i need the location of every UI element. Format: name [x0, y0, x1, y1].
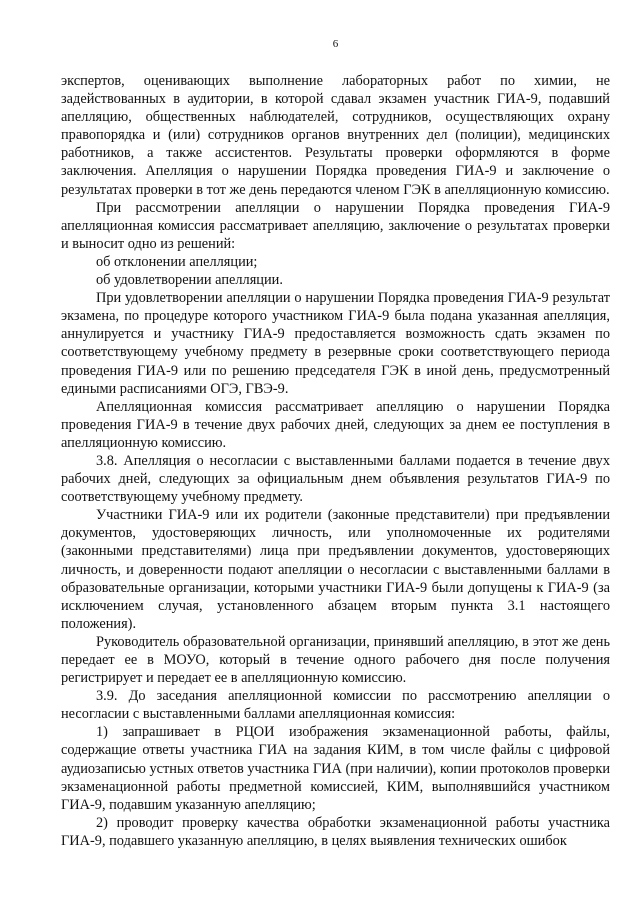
paragraph-participants-submit: Участники ГИА-9 или их родители (законные представители) при предъявлении документов, удостоверяющих личность, или уполномоченные их родителями (законными представителями) лица при предъявлении документов, удостоверяющих личность, и доверенности подают апелляции о несогласии с выставленными баллами в образовательные организации, которыми участники ГИА-9 были допущены к ГИА-9 (за исключением случая, установленного абзацем вторым пункта 3.1 настоящего положения). [61, 507, 610, 632]
paragraph-commission-review: При рассмотрении апелляции о нарушении Порядка проведения ГИА-9 апелляционная комиссия рассматривает апелляцию, заключение о результатах проверки и выносит одно из решений: [61, 199, 610, 252]
paragraph-experts-continuation: экспертов, оценивающих выполнение лабораторных работ по химии, не задействованных в аудитории, в которой сдавал экзамен участник ГИА-9, подавший апелляцию, общественных наблюдателей, сотрудников, осуществляющих охрану правопорядка и (или) сотрудников органов внутренних дел (полиции), медицинских работников, а также ассистентов. Результаты проверки оформляются в форме заключения. Апелляция о нарушении Порядка проведения ГИА-9 и заключение о результатах проверки в тот же день передаются членом ГЭК в апелляционную комиссию. [61, 73, 610, 198]
paragraph-review-period: Апелляционная комиссия рассматривает апелляцию о нарушении Порядка проведения ГИА-9 в течение двух рабочих дней, следующих за днем ее поступления в апелляционную комиссию. [61, 398, 610, 451]
paragraph-item-1: 1) запрашивает в РЦОИ изображения экзаменационной работы, файлы, содержащие ответы участника ГИА на задания КИМ, в том числе файлы с цифровой аудиозаписью устных ответов участника ГИА (при наличии), копии протоколов проверки экзаменационной работы предметной комиссией, КИМ, выполнявшийся участником ГИА-9, подавшим указанную апелляцию; [61, 724, 610, 813]
paragraph-head-of-organization: Руководитель образовательной организации, принявший апелляцию, в этот же день передает ее в МОУО, который в течение одного рабочего дня после получения регистрирует и передает ее в апелляционную комиссию. [61, 633, 610, 687]
paragraph-satisfaction-result: При удовлетворении апелляции о нарушении Порядка проведения ГИА-9 результат экзамена, по процедуре которого участником ГИА-9 была подана указанная апелляция, аннулируется и участнику ГИА-9 предоставляется возможность сдать экзамен по соответствующему учебному предмету в резервные сроки соответствующего периода проведения ГИА-9 или по решению председателя ГЭК в иной день, предусмотренный едиными расписаниями ОГЭ, ГВЭ-9. [61, 290, 610, 397]
paragraph-clause-3-8: 3.8. Апелляция о несогласии с выставленными баллами подается в течение двух рабочих дней, следующих за официальным днем объявления результатов ГИА-9 по соответствующему учебному предмету. [61, 452, 610, 506]
paragraph-item-2: 2) проводит проверку качества обработки экзаменационной работы участника ГИА-9, подавшего указанную апелляцию, в целях выявления технических ошибок [61, 814, 610, 849]
paragraph-clause-3-9: 3.9. До заседания апелляционной комиссии по рассмотрению апелляции о несогласии с выставленными баллами апелляционная комиссия: [61, 688, 610, 723]
paragraph-decision-reject: об отклонении апелляции; [96, 253, 258, 270]
page-number: 6 [332, 38, 339, 50]
paragraph-decision-accept: об удовлетворении апелляции. [96, 272, 283, 289]
